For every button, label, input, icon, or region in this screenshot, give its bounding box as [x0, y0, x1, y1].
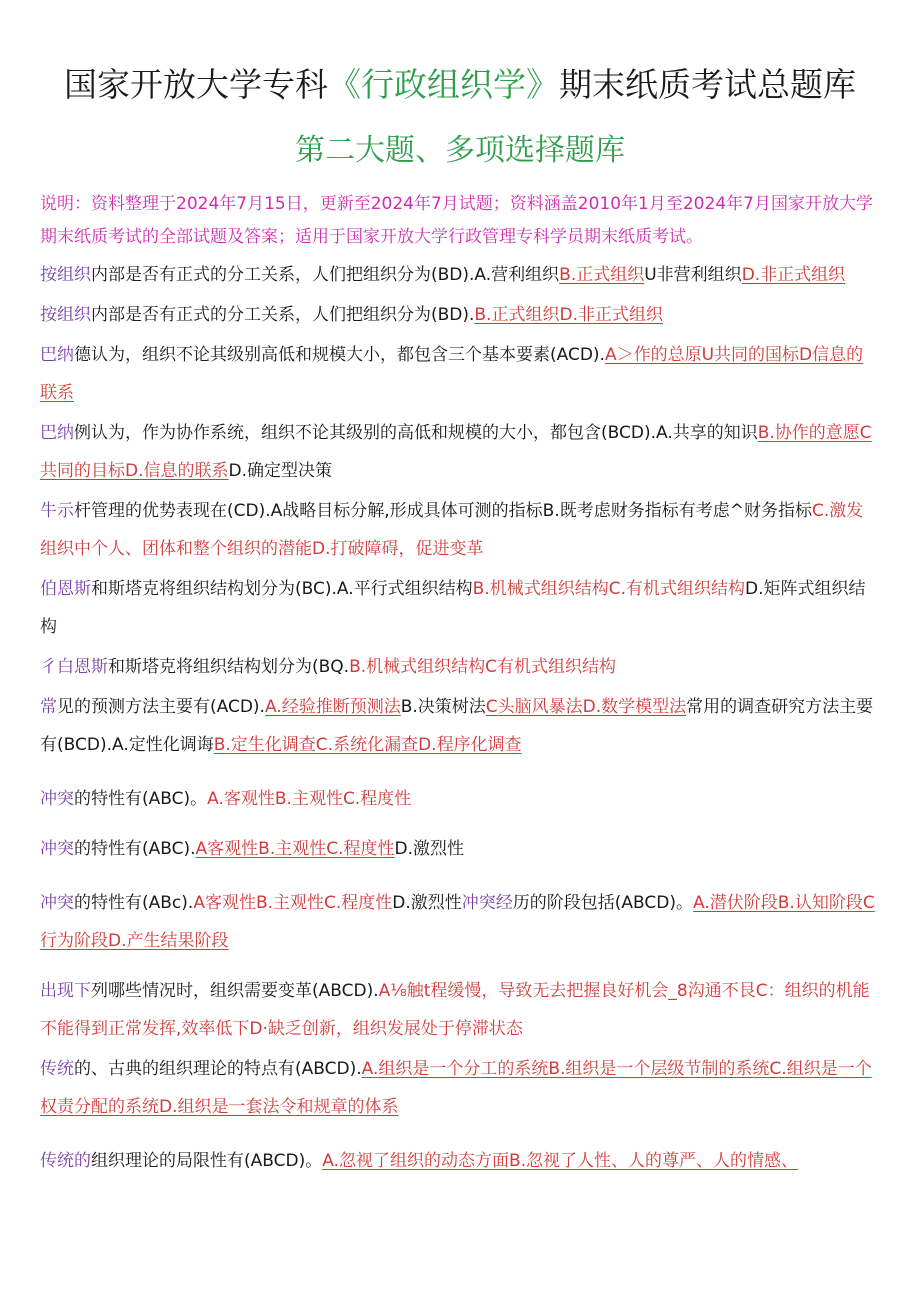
- question-keyword-2: 冲突经: [461, 893, 513, 913]
- question-keyword: 常: [40, 697, 57, 717]
- answer-text-3: B.定生化调查C.系统化漏查D.程序化调查: [213, 735, 522, 755]
- question-item: [40, 1142, 880, 1180]
- document-title: [40, 0, 880, 108]
- question-text-2: U非营利组织: [644, 265, 742, 285]
- question-keyword: 冲突: [40, 789, 74, 809]
- question-keyword: 传统: [40, 1059, 74, 1079]
- question-keyword: 出现下: [40, 981, 91, 1001]
- description-note: 说明：资料整理于2024年7月15日，更新至2024年7月试题；资料涵盖2010年1月至2024年7月国家开放大学期末纸质考试的全部试题及答案；适用于国家开放大学行政管理专科学员期末纸质考试。: [40, 194, 873, 247]
- question-keyword: 伯恩斯: [40, 579, 91, 599]
- question-text: 和斯塔克将组织结构划分为(BC).A.平行式组织结构: [91, 579, 473, 599]
- question-item: [40, 492, 880, 568]
- answer-text: B.机械式组织结构C有机式组织结构: [349, 657, 617, 677]
- answer-text: A客观性B.主观性C.程度性: [195, 839, 395, 859]
- question-keyword: 按组织: [40, 265, 91, 285]
- answer-text: A.客观性B.主观性C.程度性: [207, 789, 412, 809]
- question-text-2: D.确定型决策: [228, 461, 332, 481]
- question-item: [40, 1050, 880, 1126]
- question-text-2: D.激烈性: [394, 839, 465, 859]
- question-text: 德认为，组织不论其级别高低和规模大小，都包含三个基本要素(ACD).: [74, 345, 605, 365]
- question-text: 杆管理的优势表现在(CD).A战略目标分解,形成具体可测的指标B.既考虑财务指标有考虑^财务指标: [74, 501, 812, 521]
- question-keyword: 传统的: [40, 1151, 91, 1171]
- title-prefix: 国家开放大学专科: [64, 65, 328, 104]
- question-keyword: 巴纳: [40, 345, 74, 365]
- question-text: 内部是否有正式的分工关系，人们把组织分为(BD).: [91, 305, 475, 325]
- question-item: [40, 780, 880, 818]
- answer-text-3: A.潜伏阶段B.认知阶段C行为阶段D.产生结果阶段: [40, 893, 875, 951]
- question-text: 组织理论的局限性有(ABCD)。: [91, 1151, 323, 1171]
- answer-text-2: C头脑风暴法D.数学模型法: [485, 697, 687, 717]
- answer-text: B.机械式组织结构C.有机式组织结构: [472, 579, 745, 599]
- answer-text: A＞作的总原U共同的国标D信息的联系: [40, 345, 864, 403]
- question-item: [40, 830, 880, 868]
- question-text: 例认为，作为协作系统，组织不论其级别的高低和规模的大小，都包含(BCD).A.共享的知识: [74, 423, 758, 443]
- question-item: [40, 414, 880, 490]
- question-text: 见的预测方法主要有(ACD).: [57, 697, 265, 717]
- question-text: 的特性有(ABc).: [74, 893, 194, 913]
- answer-text: A.经验推断预测法: [264, 697, 401, 717]
- question-keyword: 巴纳: [40, 423, 74, 443]
- answer-text: B.正式组织D.非正式组织: [474, 305, 663, 325]
- question-text-2: D.激烈性: [392, 893, 462, 913]
- question-item: [40, 648, 880, 686]
- answer-text: A.组织是一个分工的系统B.组织是一个层级节制的系统C.组织是一个权责分配的系统D.组织是一套法令和规章的体系: [40, 1059, 872, 1117]
- question-keyword: 彳白恩斯: [40, 657, 108, 677]
- question-text: 内部是否有正式的分工关系，人们把组织分为(BD).A.营利组织: [91, 265, 560, 285]
- question-item: [40, 972, 880, 1048]
- question-text: 的特性有(ABC)。: [74, 789, 208, 809]
- question-keyword: 冲突: [40, 893, 74, 913]
- question-text: 的特性有(ABC).: [74, 839, 196, 859]
- answer-text: B.协作的意愿C共同的目标D.信息的联系: [40, 423, 872, 481]
- question-item: [40, 688, 880, 764]
- question-item: [40, 570, 880, 646]
- title-suffix: 期末纸质考试总题库: [559, 65, 856, 104]
- title-course-name: 《行政组织学》: [328, 65, 559, 104]
- answer-text: A客观性B.主观性C.程度性: [193, 893, 393, 913]
- question-text-3: 常用的调查研究方法主要有(BCD).A.定性化调诲: [40, 697, 874, 755]
- question-keyword: 冲突: [40, 839, 74, 859]
- answer-text: C.激发组织中个人、团体和整个组织的潜能D.打破障碍，促进变革: [40, 501, 864, 559]
- question-text-2: B.决策树法: [400, 697, 486, 717]
- question-text: 的、古典的组织理论的特点有(ABCD).: [74, 1059, 362, 1079]
- question-text-3: 历的阶段包括(ABCD)。: [512, 893, 694, 913]
- question-keyword: 牛示: [40, 501, 74, 521]
- question-item: [40, 884, 880, 960]
- question-text: 和斯塔克将组织结构划分为(BQ.: [108, 657, 350, 677]
- answer-text: B.正式组织: [559, 265, 645, 285]
- answer-text: A.忽视了组织的动态方面B.忽视了人性、人的尊严、人的情感、: [322, 1151, 799, 1171]
- question-text: 列哪些情况时，组织需要变革(ABCD).: [91, 981, 379, 1001]
- answer-text-2: D.非正式组织: [741, 265, 846, 285]
- answer-text: A⅛触t程缓慢，导致无去把握良好机会_8沟通不艮C：组织的机能不能得到正常发挥,效率低下D·缺乏创新，组织发展处于停滞状态: [40, 981, 870, 1039]
- question-keyword: 按组织: [40, 305, 91, 325]
- question-text-2: D.矩阵式组织结构: [40, 579, 866, 637]
- question-item: [40, 256, 880, 294]
- question-item: [40, 296, 880, 334]
- section-subtitle: 第二大题、多项选择题库: [295, 133, 625, 168]
- question-item: [40, 336, 880, 412]
